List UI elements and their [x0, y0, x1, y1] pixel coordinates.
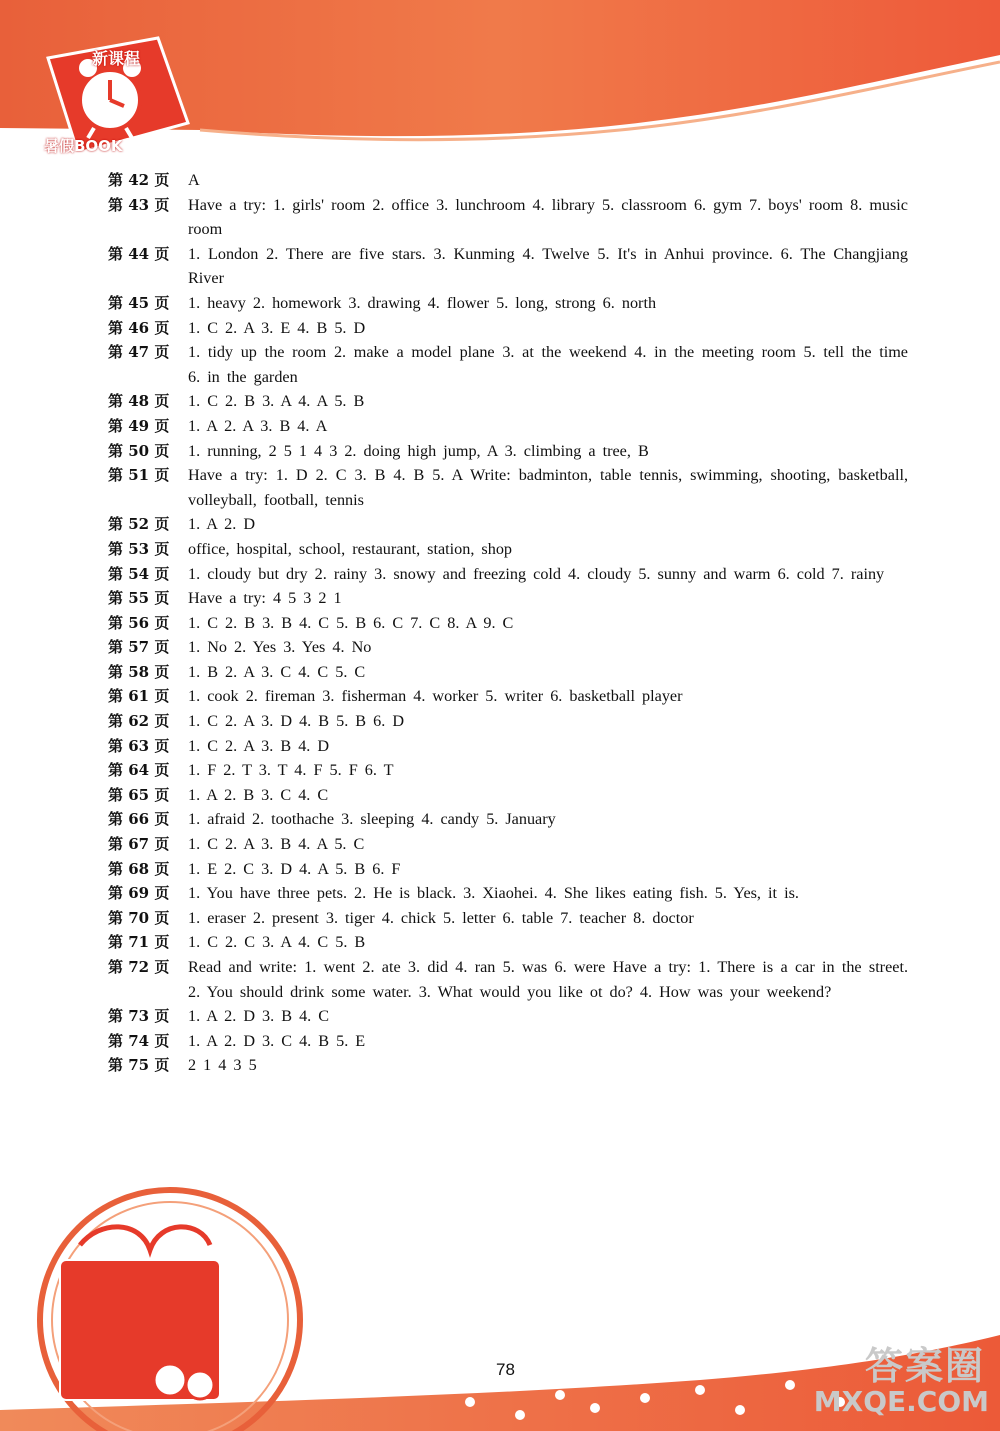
answer-text: Have a try: 1. girls' room 2. office 3. lunchroom 4. library 5. classroom 6. gym 7. boys' room 8. music room	[188, 195, 908, 239]
answer-text: 1. eraser 2. present 3. tiger 4. chick 5. letter 6. table 7. teacher 8. doctor	[188, 908, 694, 927]
page-label: 第 73 页	[108, 1007, 170, 1026]
answer-row	[108, 857, 908, 882]
answer-text: 1. C 2. A 3. E 4. B 5. D	[188, 318, 366, 337]
answer-row	[108, 439, 908, 464]
page-label: 第 75 页	[108, 1056, 170, 1075]
answer-text: 1. afraid 2. toothache 3. sleeping 4. candy 5. January	[188, 810, 556, 829]
page-label: 第 56 页	[108, 613, 170, 632]
page-label: 第 72 页	[108, 958, 170, 976]
answer-text: 1. A 2. D 3. C 4. B 5. E	[188, 1031, 366, 1050]
answer-row	[108, 684, 908, 709]
page-label: 第 47 页	[108, 343, 170, 362]
answer-text: 1. No 2. Yes 3. Yes 4. No	[188, 638, 372, 657]
page-label: 第 63 页	[108, 736, 170, 755]
answer-text: 1. B 2. A 3. C 4. C 5. C	[188, 662, 366, 681]
page-label: 第 64 页	[108, 761, 170, 780]
answer-text: 1. F 2. T 3. T 4. F 5. F 6. T	[188, 761, 394, 780]
answer-list	[108, 168, 908, 1078]
page-label: 第 51 页	[108, 466, 170, 485]
answer-text: 1. heavy 2. homework 3. drawing 4. flower 5. long, strong 6. north	[188, 293, 657, 312]
answer-text: 1. You have three pets. 2. He is black. 3. Xiaohei. 4. She likes eating fish. 5. Yes, it is.	[188, 884, 799, 903]
answer-text: 1. C 2. C 3. A 4. C 5. B	[188, 933, 366, 952]
page-label: 第 43 页	[108, 195, 170, 214]
page-label: 第 44 页	[108, 244, 170, 263]
answer-row	[108, 906, 908, 931]
answer-text: 1. A 2. B 3. C 4. C	[188, 785, 329, 804]
answer-row	[108, 611, 908, 636]
page-label: 第 54 页	[108, 564, 170, 583]
answer-row	[108, 881, 908, 906]
page-label: 第 48 页	[108, 392, 170, 411]
answer-row	[108, 783, 908, 808]
watermark	[813, 1335, 997, 1425]
logo-top-text: 新课程	[92, 49, 141, 68]
answer-row	[108, 193, 908, 242]
page-label: 第 71 页	[108, 933, 170, 952]
page-label: 第 65 页	[108, 785, 170, 804]
answer-row	[108, 807, 908, 832]
logo-bottom-text: 暑假BOOK	[44, 137, 123, 155]
answer-text: 1. C 2. A 3. D 4. B 5. B 6. D	[188, 712, 405, 731]
page-label: 第 46 页	[108, 318, 170, 337]
answer-row	[108, 832, 908, 857]
answer-text: 1. A 2. D 3. B 4. C	[188, 1007, 330, 1026]
page-label: 第 57 页	[108, 638, 170, 657]
page-label: 第 61 页	[108, 687, 170, 706]
answer-row	[108, 1029, 908, 1054]
answer-row	[108, 734, 908, 759]
answer-row	[108, 242, 908, 291]
watermark-line2: MXQE.COM	[813, 1385, 989, 1418]
page-label: 第 62 页	[108, 712, 170, 731]
answer-row	[108, 562, 908, 587]
page-label: 第 42 页	[108, 171, 170, 189]
answer-text: Have a try: 1. D 2. C 3. B 4. B 5. A Write: badminton, table tennis, swimming, shooting, basketball, volleyball, football, tennis	[188, 466, 908, 509]
page-label: 第 74 页	[108, 1031, 170, 1050]
page-label: 第 52 页	[108, 515, 170, 534]
answer-row	[108, 709, 908, 734]
answer-text: office, hospital, school, restaurant, station, shop	[188, 539, 513, 558]
answer-text: 1. E 2. C 3. D 4. A 5. B 6. F	[188, 859, 401, 878]
answer-text: 1. C 2. A 3. B 4. D	[188, 736, 330, 755]
answer-text: 2 1 4 3 5	[188, 1056, 257, 1075]
answer-text: 1. cook 2. fireman 3. fisherman 4. worker 5. writer 6. basketball player	[188, 687, 683, 706]
page-label: 第 67 页	[108, 835, 170, 854]
answer-row	[108, 389, 908, 414]
answer-text: 1. London 2. There are five stars. 3. Kunming 4. Twelve 5. It's in Anhui province. 6. The Changjiang River	[188, 244, 908, 288]
answer-text: 1. A 2. A 3. B 4. A	[188, 416, 328, 435]
page-label: 第 53 页	[108, 539, 170, 558]
answer-text: A	[188, 171, 200, 189]
page-label: 第 55 页	[108, 589, 170, 608]
page-label: 第 69 页	[108, 884, 170, 903]
page-label: 第 68 页	[108, 859, 170, 878]
answer-text: Read and write: 1. went 2. ate 3. did 4. ran 5. was 6. were Have a try: 1. There is a car in the street. 2. You should drink some water. 3. What would you like ot do? 4. How was your weekend?	[188, 958, 908, 1001]
page-label: 第 58 页	[108, 662, 170, 681]
answer-text: 1. C 2. A 3. B 4. A 5. C	[188, 835, 365, 854]
answer-row	[108, 586, 908, 611]
answer-row	[108, 537, 908, 562]
page-label: 第 50 页	[108, 441, 170, 460]
answer-text: Have a try: 4 5 3 2 1	[188, 589, 342, 608]
answer-row	[108, 930, 908, 955]
answer-row	[108, 340, 908, 389]
answer-row	[108, 635, 908, 660]
answer-row	[108, 316, 908, 341]
answer-row	[108, 1004, 908, 1029]
answer-row	[108, 1053, 908, 1078]
answer-text: 1. A 2. D	[188, 515, 256, 534]
answer-row	[108, 955, 908, 1004]
answer-text: 1. C 2. B 3. A 4. A 5. B	[188, 392, 365, 411]
answer-row	[108, 758, 908, 783]
answer-text: 1. tidy up the room 2. make a model plane 3. at the weekend 4. in the meeting room 5. tell the time 6. in the garden	[188, 343, 908, 386]
watermark-line1: 答案圈	[864, 1344, 985, 1388]
answer-text: 1. C 2. B 3. B 4. C 5. B 6. C 7. C 8. A 9. C	[188, 613, 514, 632]
page-label: 第 70 页	[108, 908, 170, 927]
page-label: 第 49 页	[108, 416, 170, 435]
answer-row	[108, 512, 908, 537]
page-number: 78	[496, 1360, 515, 1379]
answer-row	[108, 168, 908, 193]
answer-text: 1. cloudy but dry 2. rainy 3. snowy and freezing cold 4. cloudy 5. sunny and warm 6. cold 7. rainy	[188, 564, 885, 583]
answer-row	[108, 291, 908, 316]
answer-text: 1. running, 2 5 1 4 3 2. doing high jump, A 3. climbing a tree, B	[188, 441, 649, 460]
answer-row	[108, 414, 908, 439]
answer-row	[108, 463, 908, 512]
page-label: 第 45 页	[108, 293, 170, 312]
answer-row	[108, 660, 908, 685]
page-label: 第 66 页	[108, 810, 170, 829]
